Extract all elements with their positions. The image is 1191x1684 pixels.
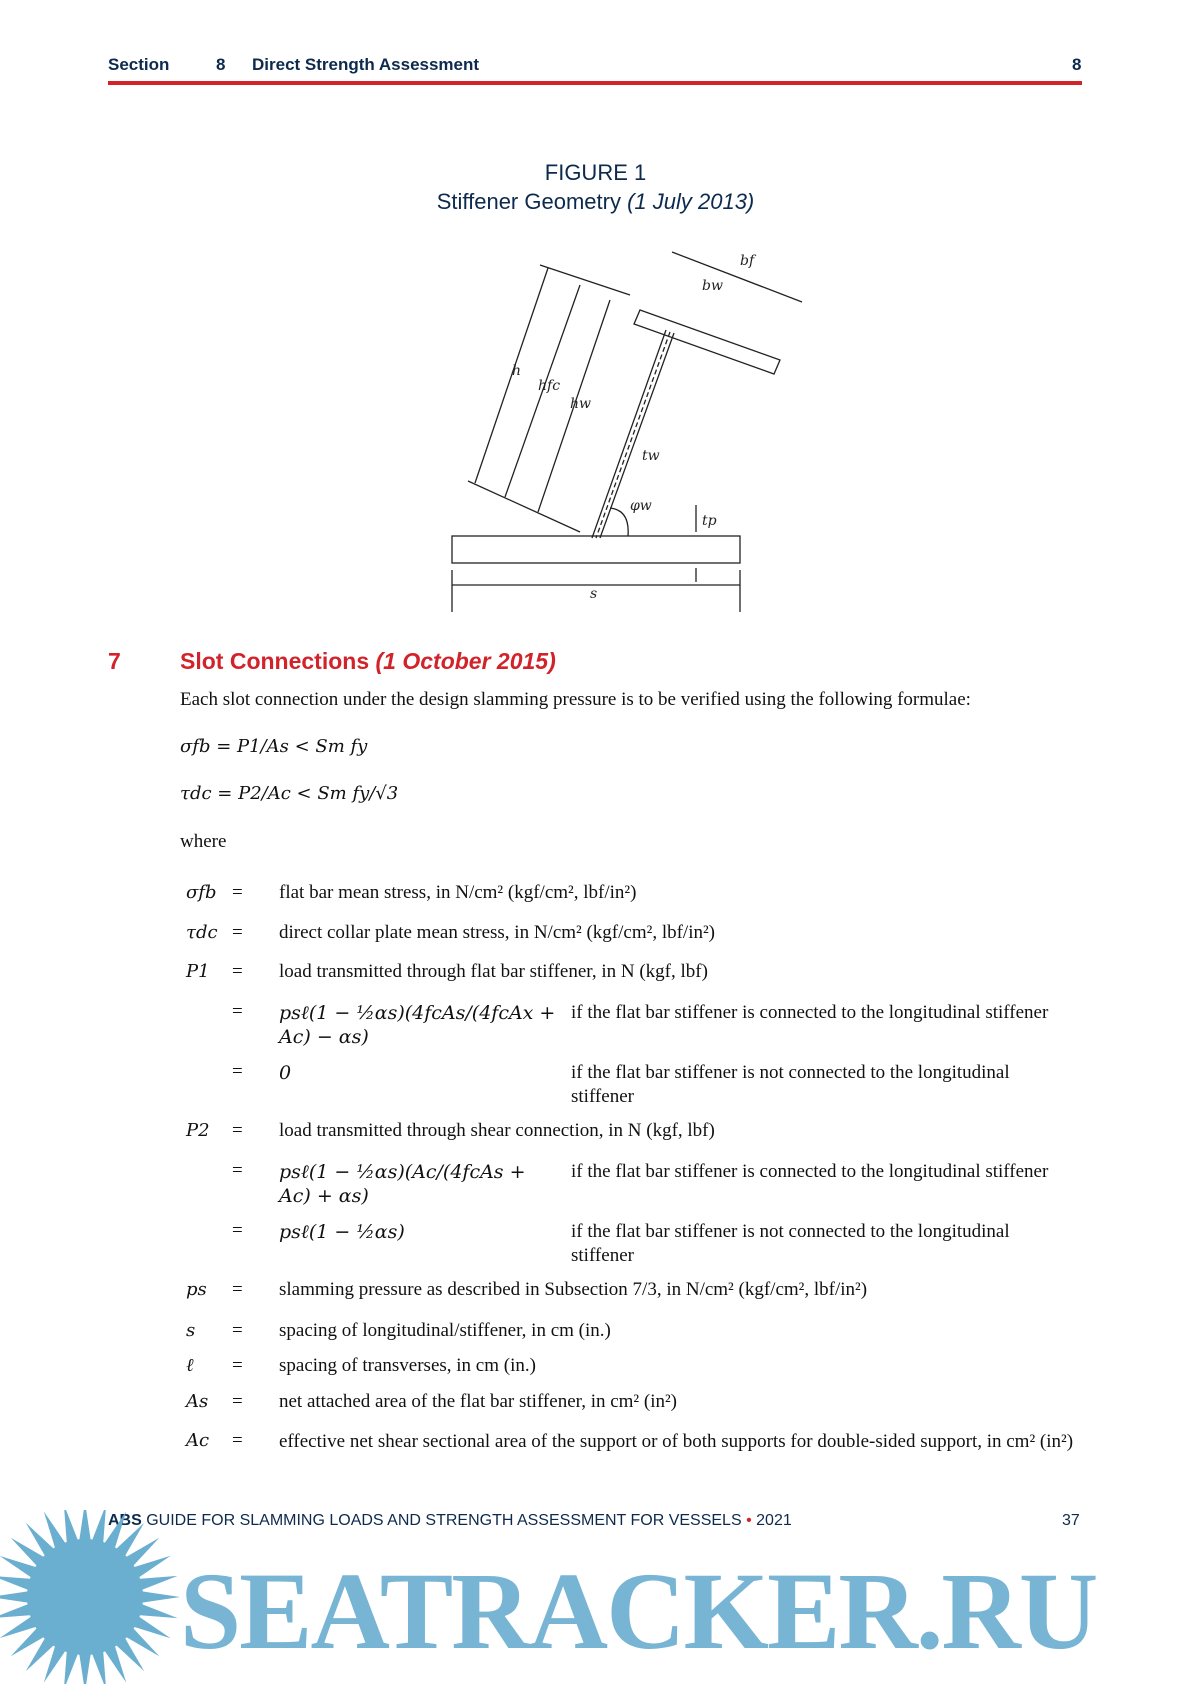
flange xyxy=(634,310,780,374)
equals-sign: = xyxy=(232,1320,243,1341)
section-title-text: Slot Connections xyxy=(180,648,370,674)
figure-subtitle-text: Stiffener Geometry xyxy=(436,189,621,214)
definition-symbol: Ac xyxy=(186,1430,210,1451)
watermark-text: SEATRACKER.RU xyxy=(180,1550,1097,1672)
equals-sign: = xyxy=(232,1001,243,1022)
formula-flat-bar-stress: σfb = P1/As < Sm fy xyxy=(180,736,368,757)
dim-bf xyxy=(672,252,802,302)
footer-bullet: • xyxy=(746,1512,752,1529)
definition-symbol: σfb xyxy=(186,882,217,903)
label-tw: tw xyxy=(642,448,660,464)
label-bw: bw xyxy=(702,278,723,294)
definition-formula: 0 xyxy=(279,1062,292,1084)
definition-text: spacing of longitudinal/stiffener, in cm (in.) xyxy=(279,1320,611,1341)
where-label: where xyxy=(180,831,227,852)
equals-sign: = xyxy=(232,1279,243,1300)
figure-subtitle-date: (1 July 2013) xyxy=(627,189,755,214)
definition-text: spacing of transverses, in cm (in.) xyxy=(279,1355,536,1376)
figure-title: FIGURE 1 xyxy=(544,160,647,185)
label-phiw: φw xyxy=(630,498,652,514)
dim-base-line xyxy=(468,481,580,532)
label-h: h xyxy=(512,363,522,379)
definition-condition: if the flat bar stiffener is connected to the longitudinal stiffener xyxy=(571,1002,1049,1023)
equals-sign: = xyxy=(232,1061,243,1082)
definition-symbol: s xyxy=(186,1320,196,1341)
header-right-number: 8 xyxy=(1072,55,1082,74)
section-date: (1 October 2015) xyxy=(375,648,556,674)
watermark-sun-icon xyxy=(0,1510,180,1684)
footer-brand: ABS xyxy=(108,1512,142,1529)
footer-title: GUIDE FOR SLAMMING LOADS AND STRENGTH ASSESSMENT FOR VESSELS xyxy=(146,1512,742,1529)
footer-year: 2021 xyxy=(756,1512,792,1529)
definition-text: effective net shear sectional area of the support or of both supports for double-sided support, in cm² (in²) xyxy=(279,1431,1074,1452)
definition-symbol: P2 xyxy=(186,1120,210,1141)
definition-text: load transmitted through flat bar stiffener, in N (kgf, lbf) xyxy=(279,961,708,982)
stiffener-geometry-diagram xyxy=(440,240,820,620)
equals-sign: = xyxy=(232,1220,243,1241)
label-hw: hw xyxy=(570,396,591,412)
footer-text xyxy=(108,1512,792,1530)
equals-sign: = xyxy=(232,922,243,943)
intro-paragraph: Each slot connection under the design slamming pressure is to be verified using the following formulae: xyxy=(180,689,971,710)
definition-text: flat bar mean stress, in N/cm² (kgf/cm², lbf/in²) xyxy=(279,882,637,903)
definition-formula: psℓ(1 − ½αs) xyxy=(279,1221,405,1243)
plate xyxy=(452,536,740,563)
definition-symbol: P1 xyxy=(186,961,210,982)
angle-arc xyxy=(610,508,628,536)
equals-sign: = xyxy=(232,961,243,982)
definition-symbol: ps xyxy=(186,1279,207,1300)
web-line xyxy=(592,330,666,538)
definition-condition: if the flat bar stiffener is not connected to the longitudinal stiffener xyxy=(571,1221,1010,1266)
definition-text: slamming pressure as described in Subsection 7/3, in N/cm² (kgf/cm², lbf/in²) xyxy=(279,1279,868,1300)
footer-page-number: 37 xyxy=(1062,1512,1080,1529)
formula-collar-stress: τdc = P2/Ac < Sm fy/√3 xyxy=(180,783,399,804)
definition-condition: if the flat bar stiffener is connected to the longitudinal stiffener xyxy=(571,1161,1049,1182)
section-title xyxy=(180,648,556,675)
equals-sign: = xyxy=(232,1160,243,1181)
header-section-label: Section xyxy=(108,55,170,74)
definition-text: direct collar plate mean stress, in N/cm² (kgf/cm², lbf/in²) xyxy=(279,922,716,943)
equals-sign: = xyxy=(232,1355,243,1376)
header-rule xyxy=(108,81,1082,85)
label-hfc: hfc xyxy=(538,378,561,394)
equals-sign: = xyxy=(232,1120,243,1141)
dim-top-line xyxy=(540,265,630,295)
definition-formula: psℓ(1 − ½αs)(Ac/(4fcAs + Ac) + αs) xyxy=(279,1161,526,1207)
definition-symbol: τdc xyxy=(186,922,218,943)
definition-condition: if the flat bar stiffener is not connected to the longitudinal stiffener xyxy=(571,1062,1010,1107)
definition-text: net attached area of the flat bar stiffener, in cm² (in²) xyxy=(279,1391,678,1412)
definition-symbol: As xyxy=(186,1391,209,1412)
equals-sign: = xyxy=(232,1391,243,1412)
figure-subtitle xyxy=(0,189,1191,215)
header-section-title: Direct Strength Assessment xyxy=(252,55,480,74)
equals-sign: = xyxy=(232,1430,243,1451)
section-number: 7 xyxy=(108,648,121,674)
definition-symbol: ℓ xyxy=(186,1355,194,1376)
label-s: s xyxy=(590,586,598,602)
equals-sign: = xyxy=(232,882,243,903)
definition-formula: psℓ(1 − ½αs)(4fcAs/(4fcAx + Ac) − αs) xyxy=(279,1002,556,1048)
header-section-number: 8 xyxy=(216,55,226,74)
label-bf: bf xyxy=(740,253,755,269)
label-tp: tp xyxy=(702,513,717,529)
definition-text: load transmitted through shear connection, in N (kgf, lbf) xyxy=(279,1120,715,1141)
